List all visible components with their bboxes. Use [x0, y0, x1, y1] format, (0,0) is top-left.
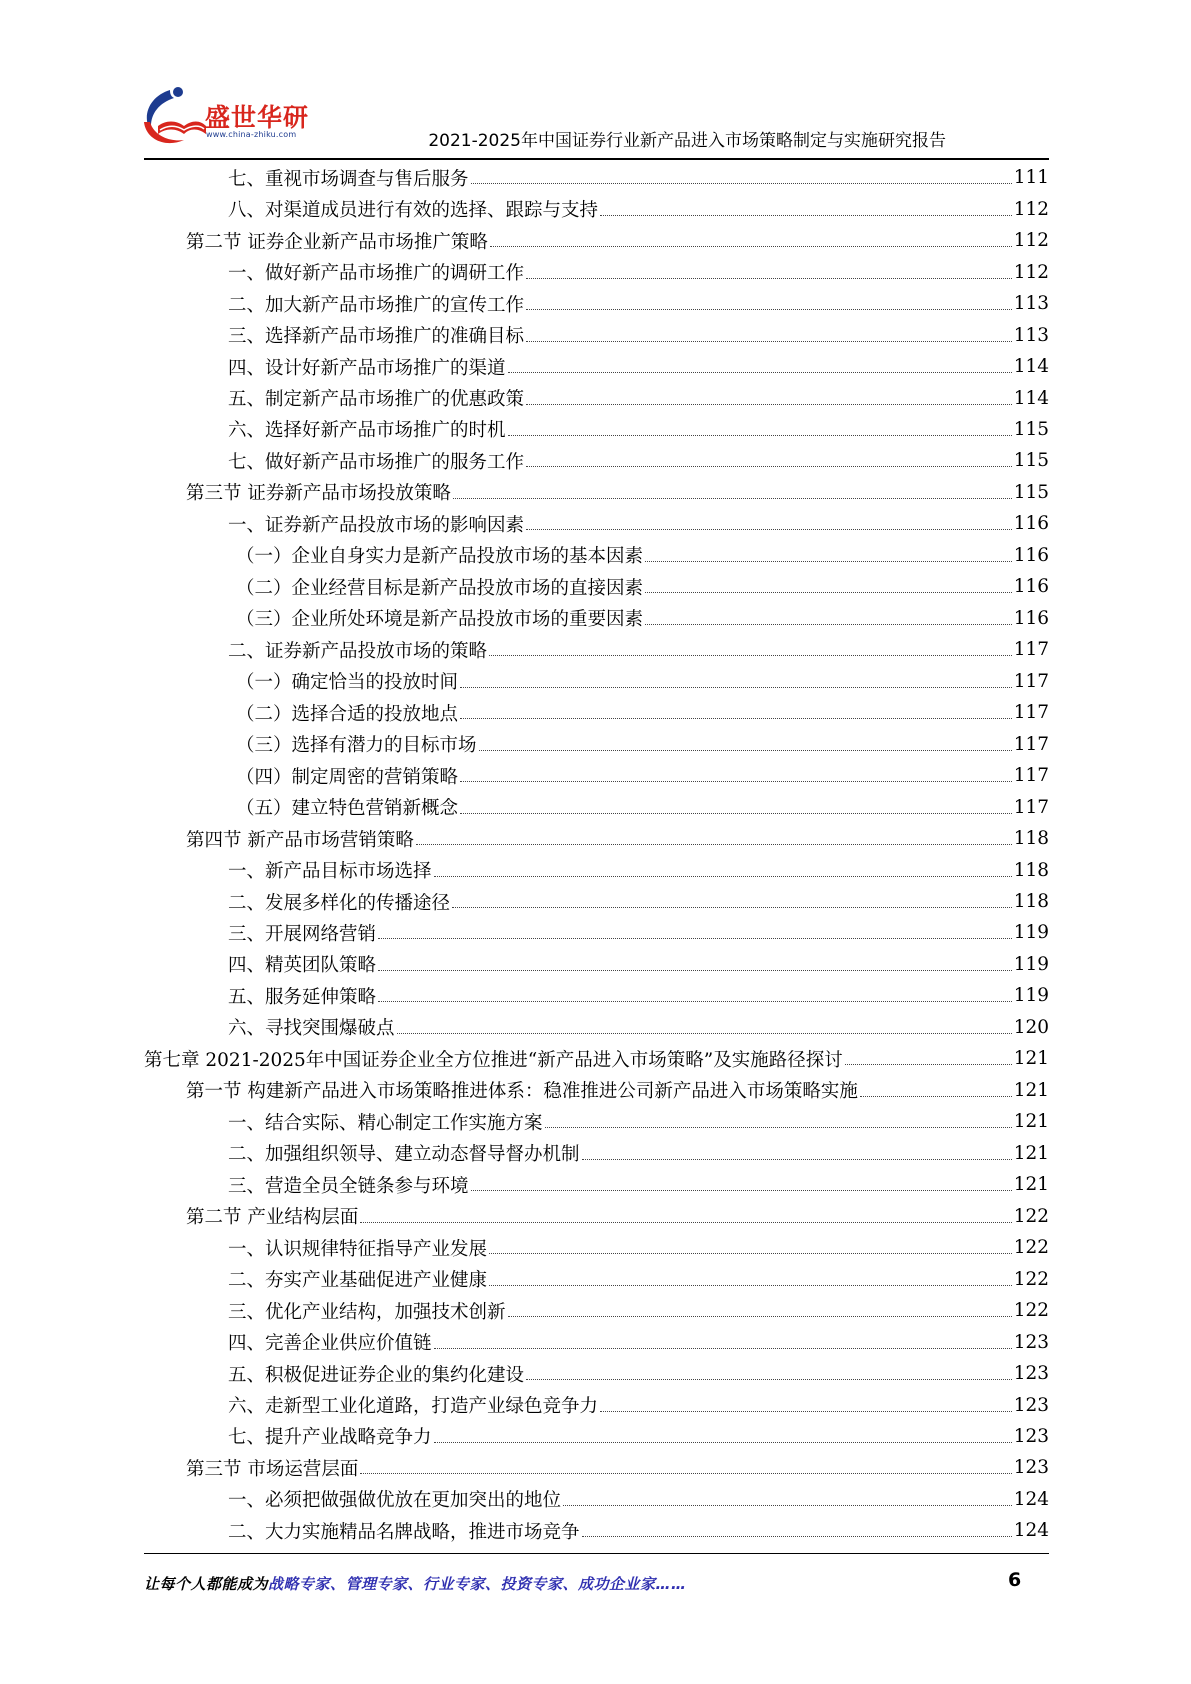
toc-entry[interactable] [144, 1043, 1049, 1074]
toc-entry-page: 121 [1013, 1174, 1049, 1196]
toc-entry-label: 六、寻找突围爆破点 [228, 1018, 395, 1040]
toc-leader-dots [582, 1159, 1012, 1160]
toc-leader-dots [397, 1033, 1012, 1034]
toc-entry-label: 第四节 新产品市场营销策略 [186, 829, 414, 851]
toc-entry[interactable] [144, 980, 1049, 1011]
toc-entry-label: （四）制定周密的营销策略 [236, 766, 459, 788]
toc-entry-page: 119 [1013, 985, 1049, 1007]
toc-entry[interactable] [144, 571, 1049, 602]
toc-entry-page: 117 [1013, 670, 1049, 692]
toc-leader-dots [378, 1001, 1012, 1002]
toc-entry[interactable] [144, 1169, 1049, 1200]
toc-leader-dots [645, 592, 1012, 593]
toc-entry[interactable] [144, 445, 1049, 476]
toc-entry-page: 114 [1013, 387, 1049, 409]
toc-leader-dots [490, 246, 1012, 247]
toc-entry[interactable] [144, 1326, 1049, 1357]
toc-leader-dots [508, 1316, 1012, 1317]
toc-entry-page: 121 [1013, 1111, 1049, 1133]
toc-entry[interactable] [144, 382, 1049, 413]
toc-entry-page: 114 [1013, 356, 1049, 378]
toc-leader-dots [460, 781, 1012, 782]
toc-entry[interactable] [144, 697, 1049, 728]
toc-entry-page: 121 [1013, 1079, 1049, 1101]
toc-entry-page: 113 [1013, 293, 1049, 315]
toc-leader-dots [434, 1348, 1012, 1349]
logo-title: 盛世华研 [205, 103, 310, 132]
toc-entry-label: 五、积极促进证券企业的集约化建设 [228, 1364, 525, 1386]
toc-entry-label: 七、重视市场调查与售后服务 [228, 168, 469, 190]
toc-leader-dots [845, 1064, 1012, 1065]
toc-entry[interactable] [144, 477, 1049, 508]
toc-entry[interactable] [144, 414, 1049, 445]
toc-entry-label: 三、优化产业结构，加强技术创新 [228, 1301, 506, 1323]
toc-leader-dots [453, 498, 1012, 499]
toc-entry[interactable] [144, 256, 1049, 287]
toc-leader-dots [489, 655, 1012, 656]
report-title: 2021-2025年中国证券行业新产品进入市场策略制定与实施研究报告 [428, 131, 946, 151]
toc-entry-label: 一、证券新产品投放市场的影响因素 [228, 514, 525, 536]
toc-entry-label: 一、结合实际、精心制定工作实施方案 [228, 1112, 543, 1134]
toc-entry-label: （一）确定恰当的投放时间 [236, 672, 459, 694]
toc-entry[interactable] [144, 1106, 1049, 1137]
toc-entry-page: 115 [1013, 450, 1049, 472]
toc-entry-page: 117 [1013, 765, 1049, 787]
toc-entry-page: 112 [1013, 198, 1049, 220]
toc-entry-page: 118 [1013, 859, 1049, 881]
toc-entry-label: 第三节 证券新产品市场投放策略 [186, 483, 451, 505]
toc-leader-dots [600, 1411, 1012, 1412]
toc-entry[interactable] [144, 1012, 1049, 1043]
toc-entry-label: 三、开展网络营销 [228, 923, 377, 945]
toc-entry-page: 113 [1013, 324, 1049, 346]
toc-entry-page: 123 [1013, 1394, 1049, 1416]
page-number: 6 [1008, 1569, 1022, 1591]
toc-entry-label: 一、新产品目标市场选择 [228, 861, 432, 883]
toc-entry[interactable] [144, 1138, 1049, 1169]
toc-entry-page: 115 [1013, 418, 1049, 440]
toc-leader-dots [645, 561, 1012, 562]
toc-entry-page: 116 [1013, 544, 1049, 566]
toc-leader-dots [460, 687, 1012, 688]
toc-leader-dots [360, 1473, 1011, 1474]
toc-entry-label: 七、做好新产品市场推广的服务工作 [228, 451, 525, 473]
toc-leader-dots [360, 1222, 1011, 1223]
toc-entry-page: 111 [1013, 167, 1049, 189]
toc-entry[interactable] [144, 225, 1049, 256]
toc-entry-label: 七、提升产业战略竞争力 [228, 1427, 432, 1449]
toc-entry[interactable] [144, 854, 1049, 885]
toc-entry-page: 120 [1013, 1016, 1049, 1038]
toc-entry-label: 一、做好新产品市场推广的调研工作 [228, 263, 525, 285]
toc-entry-page: 122 [1013, 1205, 1049, 1227]
toc-entry[interactable] [144, 949, 1049, 980]
toc-entry[interactable] [144, 193, 1049, 224]
toc-leader-dots [508, 435, 1012, 436]
toc-entry-label: 第一节 构建新产品进入市场策略推进体系：稳准推进公司新产品进入市场策略实施 [186, 1081, 858, 1103]
toc-entry-label: 第二节 产业结构层面 [186, 1207, 359, 1229]
footer-divider [144, 1553, 1049, 1554]
toc-leader-dots [600, 215, 1012, 216]
toc-entry-label: 一、认识规律特征指导产业发展 [228, 1238, 488, 1260]
toc-entry[interactable] [144, 288, 1049, 319]
toc-entry[interactable] [144, 1200, 1049, 1231]
toc-entry-page: 124 [1013, 1520, 1049, 1542]
toc-entry-label: （二）企业经营目标是新产品投放市场的直接因素 [236, 577, 644, 599]
toc-entry-label: 第七章 2021-2025年中国证券企业全方位推进“新产品进入市场策略”及实施路径探讨 [144, 1049, 843, 1071]
toc-leader-dots [582, 1536, 1012, 1537]
toc-entry[interactable] [144, 1389, 1049, 1420]
toc-entry[interactable] [144, 508, 1049, 539]
slogan-highlight: 战略专家、管理专家、行业专家、投资专家、成功企业家…… [268, 1575, 687, 1593]
toc-leader-dots [452, 907, 1012, 908]
toc-leader-dots [526, 466, 1012, 467]
toc-leader-dots [526, 309, 1012, 310]
toc-entry[interactable] [144, 791, 1049, 822]
toc-entry-page: 117 [1013, 796, 1049, 818]
toc-entry[interactable] [144, 917, 1049, 948]
toc-entry-page: 122 [1013, 1237, 1049, 1259]
toc-entry[interactable] [144, 1358, 1049, 1389]
toc-entry[interactable] [144, 1075, 1049, 1106]
toc-entry-label: 第二节 证券企业新产品市场推广策略 [186, 231, 488, 253]
toc-entry[interactable] [144, 1484, 1049, 1515]
toc-entry-page: 118 [1013, 828, 1049, 850]
toc-entry-page: 117 [1013, 733, 1049, 755]
toc-entry[interactable] [144, 603, 1049, 634]
toc-entry[interactable] [144, 1295, 1049, 1326]
toc-entry-label: 四、精英团队策略 [228, 955, 377, 977]
toc-leader-dots [434, 1442, 1012, 1443]
toc-entry-label: 四、设计好新产品市场推广的渠道 [228, 357, 506, 379]
toc-entry-label: （五）建立特色营销新概念 [236, 798, 459, 820]
toc-leader-dots [526, 341, 1012, 342]
toc-entry[interactable] [144, 823, 1049, 854]
toc-entry[interactable] [144, 760, 1049, 791]
toc-entry-label: 二、发展多样化的传播途径 [228, 892, 451, 914]
toc-leader-dots [508, 372, 1012, 373]
toc-leader-dots [460, 813, 1012, 814]
toc-leader-dots [471, 1190, 1012, 1191]
toc-entry-label: 二、证券新产品投放市场的策略 [228, 640, 488, 662]
toc-leader-dots [434, 876, 1012, 877]
toc-entry-label: 第三节 市场运营层面 [186, 1458, 359, 1480]
page-header [0, 0, 1191, 150]
toc-entry-page: 112 [1013, 261, 1049, 283]
toc-entry-page: 116 [1013, 576, 1049, 598]
toc-entry-label: 六、走新型工业化道路，打造产业绿色竞争力 [228, 1396, 599, 1418]
toc-leader-dots [378, 970, 1012, 971]
toc-entry-page: 119 [1013, 922, 1049, 944]
toc-entry-label: 一、必须把做强做优放在更加突出的地位 [228, 1490, 562, 1512]
toc-entry[interactable] [144, 728, 1049, 759]
toc-entry[interactable] [144, 666, 1049, 697]
toc-entry-label: 五、制定新产品市场推广的优惠政策 [228, 389, 525, 411]
toc-entry[interactable] [144, 319, 1049, 350]
toc-entry-label: 二、夯实产业基础促进产业健康 [228, 1270, 488, 1292]
toc-entry-page: 119 [1013, 953, 1049, 975]
toc-entry-page: 123 [1013, 1425, 1049, 1447]
toc-entry[interactable] [144, 1263, 1049, 1294]
toc-entry-page: 116 [1013, 607, 1049, 629]
toc-leader-dots [526, 1379, 1012, 1380]
toc-entry-label: 二、加强组织领导、建立动态督导督办机制 [228, 1144, 580, 1166]
toc-entry-label: （一）企业自身实力是新产品投放市场的基本因素 [236, 546, 644, 568]
toc-entry-label: （三）企业所处环境是新产品投放市场的重要因素 [236, 609, 644, 631]
toc-leader-dots [416, 844, 1012, 845]
toc-entry-label: 四、完善企业供应价值链 [228, 1333, 432, 1355]
toc-leader-dots [860, 1096, 1012, 1097]
toc-leader-dots [526, 529, 1012, 530]
toc-entry-page: 121 [1013, 1048, 1049, 1070]
toc-entry-page: 117 [1013, 702, 1049, 724]
toc-entry-label: 三、选择新产品市场推广的准确目标 [228, 326, 525, 348]
toc-entry[interactable] [144, 351, 1049, 382]
toc-leader-dots [489, 1253, 1012, 1254]
slogan-prefix: 让每个人都能成为 [144, 1575, 269, 1593]
toc-entry-label: （二）选择合适的投放地点 [236, 703, 459, 725]
toc-leader-dots [460, 718, 1012, 719]
toc-entry-page: 122 [1013, 1268, 1049, 1290]
toc-leader-dots [563, 1505, 1012, 1506]
toc-leader-dots [479, 750, 1012, 751]
toc-entry[interactable] [144, 540, 1049, 571]
footer-slogan [144, 1573, 687, 1594]
header-divider [144, 158, 1049, 160]
toc-entry-label: 二、大力实施精品名牌战略，推进市场竞争 [228, 1521, 580, 1543]
toc-leader-dots [378, 938, 1012, 939]
table-of-contents [144, 162, 1049, 1547]
toc-entry-page: 123 [1013, 1363, 1049, 1385]
toc-entry[interactable] [144, 162, 1049, 193]
toc-leader-dots [526, 404, 1012, 405]
toc-entry[interactable] [144, 1421, 1049, 1452]
toc-entry-page: 117 [1013, 639, 1049, 661]
toc-entry-label: 六、选择好新产品市场推广的时机 [228, 420, 506, 442]
toc-entry[interactable] [144, 634, 1049, 665]
toc-entry-page: 124 [1013, 1488, 1049, 1510]
toc-entry-page: 123 [1013, 1331, 1049, 1353]
toc-entry[interactable] [144, 1452, 1049, 1483]
toc-entry-page: 121 [1013, 1142, 1049, 1164]
toc-entry-label: 八、对渠道成员进行有效的选择、跟踪与支持 [228, 200, 599, 222]
toc-leader-dots [526, 278, 1012, 279]
toc-entry-label: （三）选择有潜力的目标市场 [236, 735, 477, 757]
toc-entry-label: 二、加大新产品市场推广的宣传工作 [228, 294, 525, 316]
toc-entry-page: 118 [1013, 891, 1049, 913]
toc-entry-label: 三、营造全员全链条参与环境 [228, 1175, 469, 1197]
toc-entry[interactable] [144, 1232, 1049, 1263]
toc-entry-label: 五、服务延伸策略 [228, 986, 377, 1008]
toc-entry[interactable] [144, 1515, 1049, 1546]
toc-entry-page: 122 [1013, 1300, 1049, 1322]
toc-entry-page: 115 [1013, 481, 1049, 503]
toc-leader-dots [545, 1127, 1012, 1128]
toc-leader-dots [489, 1285, 1012, 1286]
toc-entry-page: 123 [1013, 1457, 1049, 1479]
toc-leader-dots [471, 183, 1012, 184]
toc-entry[interactable] [144, 886, 1049, 917]
logo-url: www.china-zhiku.com [206, 130, 297, 139]
toc-leader-dots [645, 624, 1012, 625]
toc-entry-page: 112 [1013, 230, 1049, 252]
toc-entry-page: 116 [1013, 513, 1049, 535]
